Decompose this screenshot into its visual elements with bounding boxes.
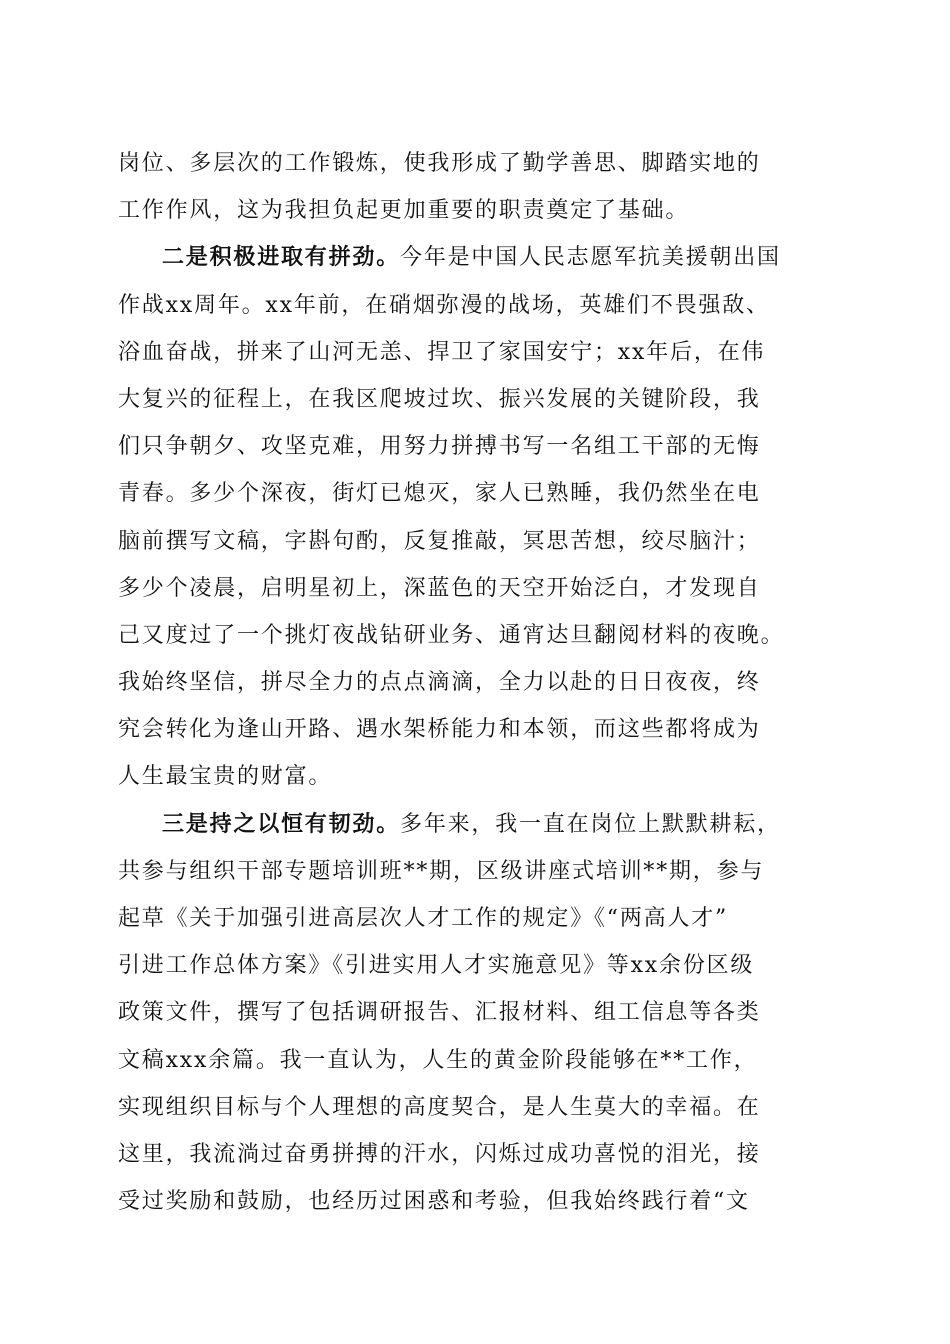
- text-line: [118, 801, 838, 848]
- text-line: 共参与组织干部专题培训班**期，区级讲座式培训**期，参与: [118, 858, 765, 884]
- text-line: 实现组织目标与个人理想的高度契合，是人生莫大的幸福。在: [118, 1094, 761, 1120]
- paragraph-3: [118, 801, 838, 1226]
- text-line: 多少个凌晨，启明星初上，深蓝色的天空开始泛白，才发现自: [118, 575, 761, 601]
- text-line: 浴血奋战，拼来了山河无恙、捍卫了家国安宁；xx年后，在伟: [118, 339, 766, 365]
- text-line: 们只争朝夕、攻坚克难，用努力拼搏书写一名组工干部的无悔: [118, 434, 761, 460]
- text-line: 我始终坚信，拼尽全力的点点滴滴，全力以赴的日日夜夜，终: [118, 670, 761, 696]
- paragraph-1: [118, 140, 838, 234]
- text-line: 青春。多少个深夜，街灯已熄灭，家人已熟睡，我仍然坐在电: [118, 481, 761, 507]
- text-line: [118, 234, 838, 281]
- text-line: 这里，我流淌过奋勇拼搏的汗水，闪烁过成功喜悦的泪光，接: [118, 1141, 761, 1167]
- paragraph-heading: 二是积极进取有拼劲。: [162, 244, 401, 271]
- paragraph-text: 今年是中国人民志愿军抗美援朝出国: [400, 245, 781, 271]
- text-line: 工作作风，这为我担负起更加重要的职责奠定了基础。: [118, 198, 690, 224]
- text-line: 文稿xxx余篇。我一直认为，人生的黄金阶段能够在**工作，: [118, 1047, 758, 1073]
- paragraph-2: [118, 234, 838, 800]
- text-line: 究会转化为逢山开路、遇水架桥能力和本领，而这些都将成为: [118, 717, 761, 743]
- text-line: 人生最宝贵的财富。: [118, 764, 333, 790]
- text-line: 己又度过了一个挑灯夜战钻研业务、通宵达旦翻阅材料的夜晚。: [118, 622, 785, 648]
- text-line: 大复兴的征程上，在我区爬坡过坎、振兴发展的关键阶段，我: [118, 386, 761, 412]
- text-line: 受过奖励和鼓励，也经历过困惑和考验，但我始终践行着“文: [118, 1189, 750, 1215]
- text-line: 脑前撰写文稿，字斟句酌，反复推敲，冥思苦想，绞尽脑汁；: [118, 528, 761, 554]
- text-line: 岗位、多层次的工作锻炼，使我形成了勤学善思、脚踏实地的: [118, 151, 761, 176]
- body-text: [118, 140, 838, 1225]
- paragraph-text: 多年来，我一直在岗位上默默耕耘，: [400, 811, 781, 837]
- text-line: 作战xx周年。xx年前，在硝烟弥漫的战场，英雄们不畏强敌、: [118, 292, 770, 318]
- text-line: 政策文件，撰写了包括调研报告、汇报材料、组工信息等各类: [118, 1000, 761, 1026]
- text-line: 引进工作总体方案》《引进实用人才实施意见》等xx余份区级: [118, 953, 755, 979]
- text-line: 起草《关于加强引进高层次人才工作的规定》《“两高人才”: [118, 906, 729, 931]
- paragraph-heading: 三是持之以恒有韧劲。: [162, 810, 401, 837]
